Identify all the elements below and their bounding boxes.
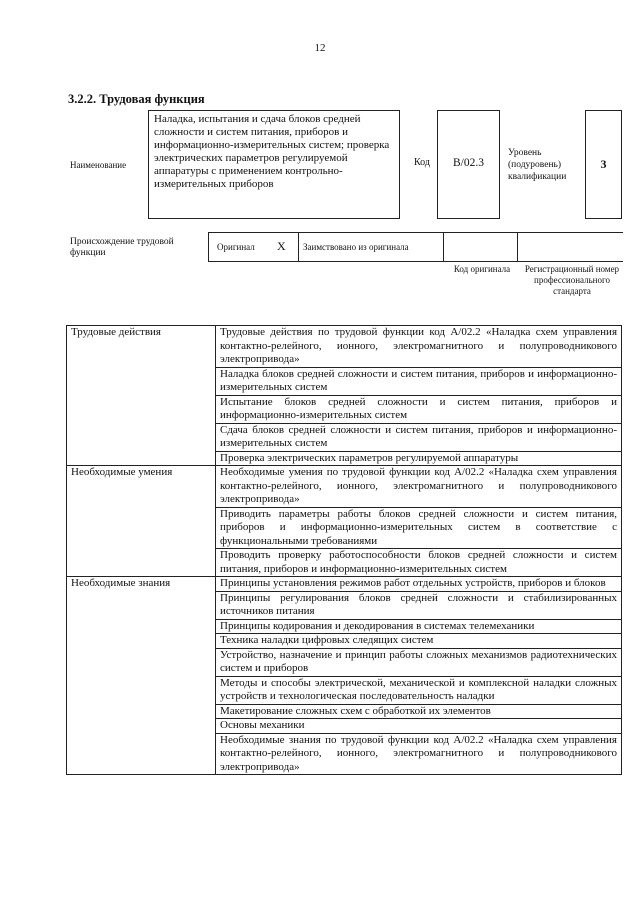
table-cell: Основы механики — [216, 719, 622, 734]
table-cell: Техника наладки цифровых следящих систем — [216, 634, 622, 649]
code-value: В/02.3 — [453, 157, 484, 169]
table-cell: Сдача блоков средней сложности и систем питания, приборов и информационно-измерительных систем — [216, 423, 622, 451]
original-label: Оригинал — [217, 242, 255, 252]
function-table — [66, 325, 622, 775]
table-cell: Методы и способы электрической, механической и комплексной наладки сложных устройств и технологическая последовательность наладки — [216, 676, 622, 704]
original-mark: X — [277, 239, 286, 253]
origin-row — [208, 232, 623, 262]
table-cell: Испытание блоков средней сложности и систем питания, приборов и информационно-измерительных систем — [216, 395, 622, 423]
table-cell: Наладка блоков средней сложности и систем питания, приборов и информационно-измерительных систем — [216, 367, 622, 395]
table-row — [67, 577, 622, 592]
page-number: 12 — [314, 42, 326, 54]
category-cell: Необходимые умения — [67, 466, 216, 577]
table-cell: Принципы кодирования и декодирования в системах телемеханики — [216, 619, 622, 634]
level-box — [585, 110, 622, 219]
code-box — [437, 110, 500, 219]
section-title: 3.2.2. Трудовая функция — [68, 92, 205, 106]
code-label: Код — [414, 157, 430, 168]
function-name-text: Наладка, испытания и сдача блоков средней сложности и систем питания, приборов и информационно-измерительных систем; проверка электрических параметров регулируемой аппаратуры с применением контрольно-измерительных приборов — [154, 113, 390, 190]
table-cell: Проверка электрических параметров регулируемой аппаратуры — [216, 451, 622, 466]
level-label: Уровень (подуровень) квалификации — [508, 148, 567, 182]
table-cell: Устройство, назначение и принцип работы сложных механизмов радиотехнических систем и приборов — [216, 648, 622, 676]
table-row — [67, 326, 622, 368]
code-original-caption: Код оригинала — [453, 264, 511, 274]
table-cell: Необходимые знания по трудовой функции код А/02.2 «Наладка схем управления контактно-релейного, ионного, электромагнитного и полупроводникового электропривода» — [216, 733, 622, 775]
table-row — [67, 466, 622, 508]
category-cell: Трудовые действия — [67, 326, 216, 466]
table-cell: Приводить параметры работы блоков средней сложности и систем питания, приборов и информационно-измерительных систем в соответствие с функциональными требованиями — [216, 507, 622, 549]
origin-label: Происхождение трудовой функции — [70, 237, 174, 258]
borrowed-label: Заимствовано из оригинала — [303, 242, 409, 252]
reg-number-caption: Регистрационный номер профессионального стандарта — [524, 264, 620, 296]
table-cell: Трудовые действия по трудовой функции код А/02.2 «Наладка схем управления контактно-релейного, ионного, электромагнитного и полупроводникового электропривода» — [216, 326, 622, 368]
function-name-box — [148, 110, 400, 219]
table-cell: Проводить проверку работоспособности блоков средней сложности и систем питания, приборов и информационно-измерительных систем — [216, 549, 622, 577]
name-label: Наименование — [70, 160, 127, 170]
category-cell: Необходимые знания — [67, 577, 216, 775]
table-cell: Принципы установления режимов работ отдельных устройств, приборов и блоков — [216, 577, 622, 592]
table-cell: Необходимые умения по трудовой функции код А/02.2 «Наладка схем управления контактно-релейного, ионного, электромагнитного и полупроводникового электропривода» — [216, 466, 622, 508]
level-value: 3 — [600, 157, 607, 171]
table-cell: Принципы регулирования блоков средней сложности и стабилизированных источников питания — [216, 591, 622, 619]
table-cell: Макетирование сложных схем с обработкой их элементов — [216, 704, 622, 719]
